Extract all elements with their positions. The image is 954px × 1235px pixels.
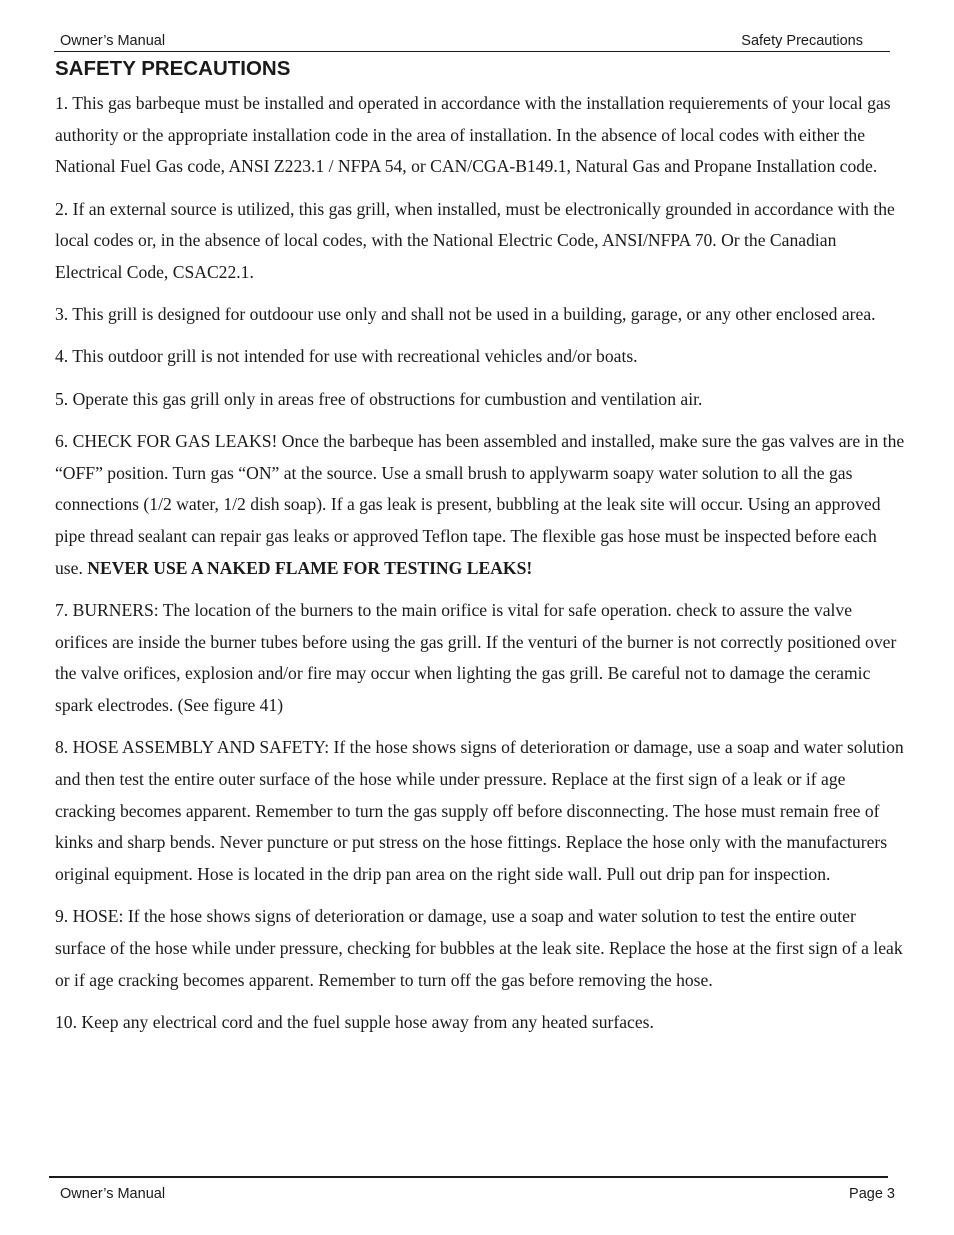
- precaution-item-6: [55, 426, 905, 585]
- precaution-item-7: 7. BURNERS: The location of the burners to the main orifice is vital for safe operation. check to assure the valve orifices are inside the burner tubes before using the gas grill. If the venturi of the burner is not correctly positioned over the valve orifices, explosion and/or fire may occur when lighting the gas grill. Be careful not to damage the ceramic spark electrodes. (See figure 41): [55, 599, 897, 715]
- header-section-label: Safety Precautions: [741, 33, 863, 49]
- precaution-item-6-text: 6. CHECK FOR GAS LEAKS! Once the barbeque has been assembled and installed, make sure the gas valves are in the “OFF” position. Turn gas “ON” at the source. Use a small brush to applywarm soapy water solution to all the gas connections (1/2 water, 1/2 dish soap). If a gas leak is present, bubbling at the leak site will occur. Using an approved pipe thread sealant can repair gas leaks or approved Teflon tape. The flexible gas hose must be inspected before each use.: [55, 430, 905, 578]
- precaution-item-8: 8. HOSE ASSEMBLY AND SAFETY: If the hose shows signs of deterioration or damage, use a soap and water solution and then test the entire outer surface of the hose while under pressure. Replace at the first sign of a leak or if age cracking becomes apparent. Remember to turn the gas supply off before disconnecting. The hose must remain free of kinks and sharp bends. Never puncture or put stress on the hose fittings. Replace the hose only with the manufacturers original equipment. Hose is located in the drip pan area on the right side wall. Pull out drip pan for inspection.: [55, 737, 904, 884]
- precaution-item-4: 4. This outdoor grill is not intended for use with recreational vehicles and/or boats.: [55, 346, 638, 367]
- precaution-item-10: 10. Keep any electrical cord and the fuel supple hose away from any heated surfaces.: [55, 1011, 654, 1032]
- header-manual-label: Owner’s Manual: [60, 33, 166, 49]
- precaution-item-2: 2. If an external source is utilized, this gas grill, when installed, must be electronically grounded in accordance with the local codes or, in the absence of local codes, with the National Electric Code, ANSI/NFPA 70. Or the Canadian Electrical Code, CSAC22.1.: [55, 198, 895, 283]
- page-number: Page 3: [849, 1186, 895, 1202]
- precaution-item-1: 1. This gas barbeque must be installed and operated in accordance with the installation requierements of your local gas authority or the appropriate installation code in the area of installation. In the absence of local codes with either the National Fuel Gas code, ANSI Z223.1 / NFPA 54, or CAN/CGA-B149.1, Natural Gas and Propane Installation code.: [55, 93, 891, 177]
- safety-precautions-list: [55, 88, 905, 1049]
- page-footer: [49, 1176, 895, 1206]
- precaution-item-3: 3. This grill is designed for outdoour use only and shall not be used in a building, garage, or any other enclosed area.: [55, 304, 876, 325]
- footer-manual-label: Owner’s Manual: [60, 1186, 166, 1202]
- page-header: [54, 33, 890, 52]
- leak-warning-bold: NEVER USE A NAKED FLAME FOR TESTING LEAKS!: [87, 557, 533, 578]
- page-title: SAFETY PRECAUTIONS: [55, 57, 291, 80]
- precaution-item-9: 9. HOSE: If the hose shows signs of deterioration or damage, use a soap and water solution to test the entire outer surface of the hose while under pressure, checking for bubbles at the leak site. Replace the hose at the first sign of a leak or if age cracking becomes apparent. Remember to turn off the gas before removing the hose.: [55, 906, 903, 990]
- precaution-item-5: 5. Operate this gas grill only in areas free of obstructions for cumbustion and ventilation air.: [55, 388, 703, 409]
